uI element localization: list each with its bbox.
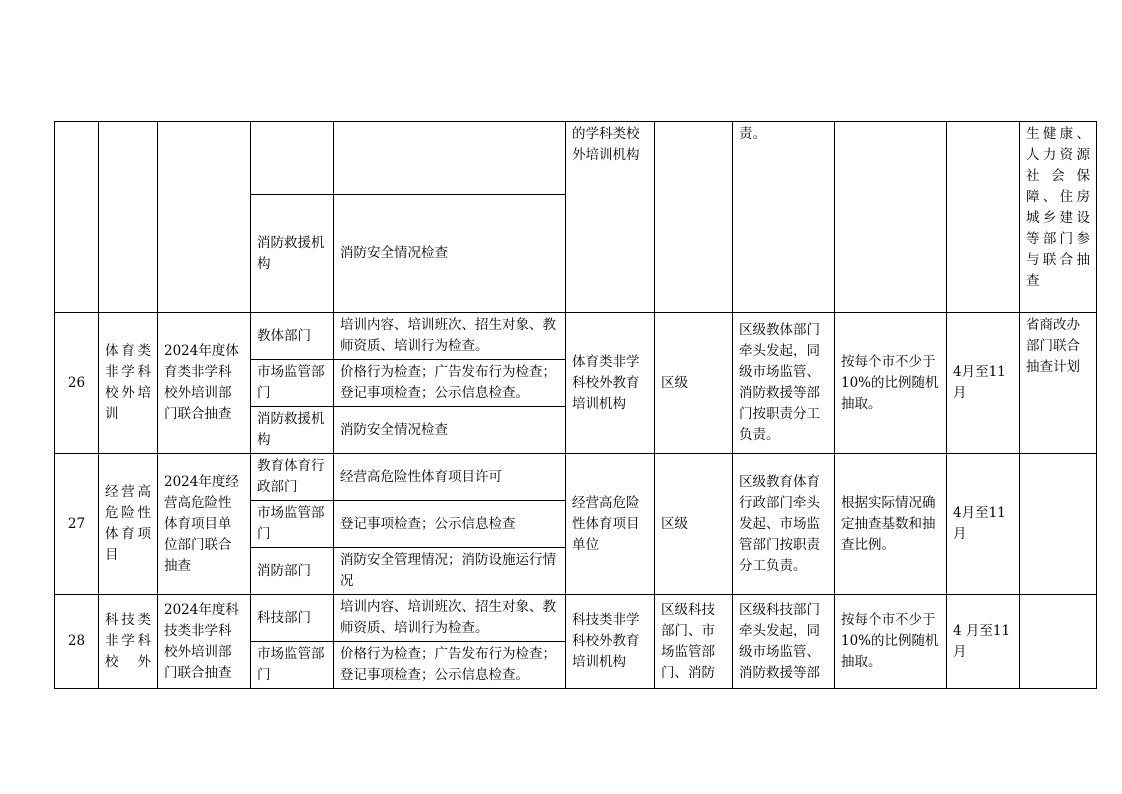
cell-responsibility: 区级教体部门牵头发起，同级市场监管、消防救援等部门按职责分工负责。 <box>733 313 835 454</box>
cell-time: 4 月至11月 <box>947 595 1020 689</box>
cell-level <box>655 122 733 313</box>
cell-dept: 市场监管部门 <box>251 360 334 407</box>
table-row <box>55 595 1097 642</box>
cell-content: 经营高危险性体育项目许可 <box>334 454 566 501</box>
cell-content: 消防安全情况检查 <box>334 407 566 454</box>
cell-item: 经营高危险性体育项目 <box>99 454 158 595</box>
cell-content: 消防安全管理情况；消防设施运行情况 <box>334 548 566 595</box>
cell-ratio <box>835 122 947 313</box>
cell-remark: 省商改办部门联合抽查计划 <box>1020 313 1097 454</box>
cell-time: 4月至11月 <box>947 313 1020 454</box>
cell-remark: 生健康、人力资源社会保障、住房城乡建设等部门参与联合抽查 <box>1020 122 1097 313</box>
cell-time <box>947 122 1020 313</box>
cell-content: 价格行为检查；广告发布行为检查；登记事项检查；公示信息检查。 <box>334 360 566 407</box>
cell-dept: 市场监管部门 <box>251 642 334 689</box>
cell-dept: 消防救援机构 <box>251 195 334 313</box>
cell-task <box>158 122 251 313</box>
cell-no <box>55 122 99 313</box>
cell-remark <box>1020 454 1097 595</box>
cell-content: 消防安全情况检查 <box>334 195 566 313</box>
cell-task: 2024年度科技类非学科校外培训部门联合抽查 <box>158 595 251 689</box>
cell-ratio: 按每个市不少于10%的比例随机抽取。 <box>835 595 947 689</box>
cell-dept: 市场监管部门 <box>251 501 334 548</box>
cell-time: 4月至11月 <box>947 454 1020 595</box>
cell-ratio: 按每个市不少于10%的比例随机抽取。 <box>835 313 947 454</box>
cell-item: 科技类非学科校外 <box>99 595 158 689</box>
cell-no: 28 <box>55 595 99 689</box>
cell-content: 培训内容、培训班次、招生对象、教师资质、培训行为检查。 <box>334 595 566 642</box>
cell-level: 区级 <box>655 454 733 595</box>
cell-dept <box>251 122 334 195</box>
cell-dept: 教体部门 <box>251 313 334 360</box>
cell-target: 的学科类校外培训机构 <box>566 122 655 313</box>
cell-dept: 消防部门 <box>251 548 334 595</box>
inspection-plan-table <box>54 121 1097 689</box>
cell-item: 体育类非学科校外培训 <box>99 313 158 454</box>
cell-task: 2024年度体育类非学科校外培训部门联合抽查 <box>158 313 251 454</box>
cell-target: 科技类非学科校外教育培训机构 <box>566 595 655 689</box>
cell-content: 价格行为检查；广告发布行为检查；登记事项检查；公示信息检查。 <box>334 642 566 689</box>
table-row <box>55 454 1097 501</box>
cell-dept: 科技部门 <box>251 595 334 642</box>
cell-task: 2024年度经营高危险性体育项目单位部门联合抽查 <box>158 454 251 595</box>
cell-responsibility: 区级教育体育行政部门牵头发起、市场监管部门按职责分工负责。 <box>733 454 835 595</box>
cell-dept: 消防救援机构 <box>251 407 334 454</box>
cell-target: 体育类非学科校外教育培训机构 <box>566 313 655 454</box>
cell-content <box>334 122 566 195</box>
cell-responsibility: 责。 <box>733 122 835 313</box>
cell-dept: 教育体育行政部门 <box>251 454 334 501</box>
table-row <box>55 313 1097 360</box>
cell-no: 26 <box>55 313 99 454</box>
cell-remark <box>1020 595 1097 689</box>
cell-no: 27 <box>55 454 99 595</box>
cell-item <box>99 122 158 313</box>
cell-target: 经营高危险性体育项目单位 <box>566 454 655 595</box>
cell-responsibility: 区级科技部门牵头发起，同级市场监管、消防救援等部 <box>733 595 835 689</box>
cell-ratio: 根据实际情况确定抽查基数和抽查比例。 <box>835 454 947 595</box>
cell-level: 区级科技部门、市场监管部门、消防 <box>655 595 733 689</box>
cell-content: 登记事项检查；公示信息检查 <box>334 501 566 548</box>
table-row <box>55 122 1097 195</box>
cell-level: 区级 <box>655 313 733 454</box>
cell-content: 培训内容、培训班次、招生对象、教师资质、培训行为检查。 <box>334 313 566 360</box>
